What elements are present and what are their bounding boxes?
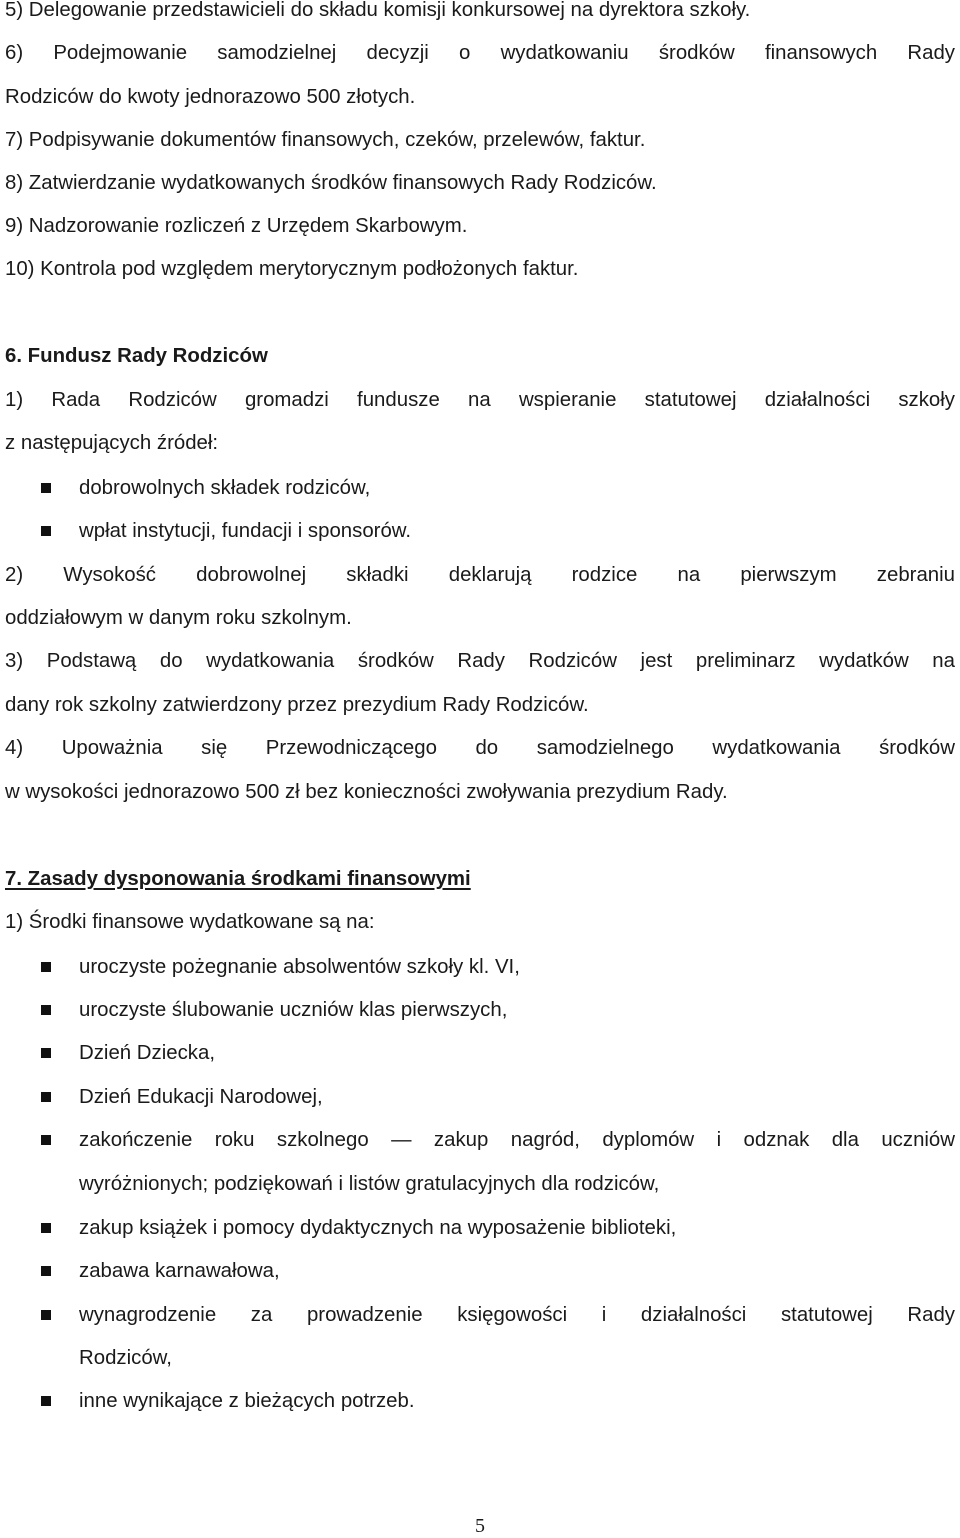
section-heading: 7. Zasady dysponowania środkami finansowymi [5,868,471,890]
list-item: 6) Podejmowanie samodzielnej decyzji o wydatkowaniu środków finansowych Rady [5,42,955,64]
list-item: 9) Nadzorowanie rozliczeń z Urzędem Skarbowym. [5,215,468,237]
list-item: 10) Kontrola pod względem merytorycznym podłożonych faktur. [5,258,579,280]
bullet-icon [41,1396,51,1406]
list-item: 7) Podpisywanie dokumentów finansowych, czeków, przelewów, faktur. [5,129,646,151]
bullet-icon [41,962,51,972]
list-item-continuation: Rodziców do kwoty jednorazowo 500 złotych. [5,86,416,108]
bullet-item: zabawa karnawałowa, [79,1260,280,1282]
bullet-item: inne wynikające z bieżących potrzeb. [79,1390,415,1412]
bullet-item: zakończenie roku szkolnego — zakup nagród, dyplomów i odznak dla uczniów [79,1129,955,1151]
bullet-icon [41,1310,51,1320]
bullet-icon [41,1223,51,1233]
page-number: 5 [475,1515,485,1537]
bullet-item-continuation: wyróżnionych; podziękowań i listów gratulacyjnych dla rodziców, [79,1173,660,1195]
bullet-item: uroczyste ślubowanie uczniów klas pierwszych, [79,999,508,1021]
bullet-icon [41,526,51,536]
paragraph-line: 1) Rada Rodziców gromadzi fundusze na wspieranie statutowej działalności szkoły [5,389,955,411]
bullet-icon [41,1005,51,1015]
bullet-item: zakup książek i pomocy dydaktycznych na wyposażenie biblioteki, [79,1217,677,1239]
bullet-item: Dzień Dziecka, [79,1042,215,1064]
bullet-item: wynagrodzenie za prowadzenie księgowości i działalności statutowej Rady [79,1304,955,1326]
paragraph-line: dany rok szkolny zatwierdzony przez prezydium Rady Rodziców. [5,694,589,716]
bullet-icon [41,1266,51,1276]
bullet-icon [41,1135,51,1145]
bullet-item-continuation: Rodziców, [79,1347,172,1369]
paragraph-line: oddziałowym w danym roku szkolnym. [5,607,352,629]
bullet-icon [41,1048,51,1058]
bullet-icon [41,483,51,493]
paragraph-line: 2) Wysokość dobrowolnej składki deklarują rodzice na pierwszym zebraniu [5,564,955,586]
paragraph-line: 4) Upoważnia się Przewodniczącego do samodzielnego wydatkowania środków [5,737,955,759]
bullet-item: Dzień Edukacji Narodowej, [79,1086,323,1108]
list-item: 8) Zatwierdzanie wydatkowanych środków finansowych Rady Rodziców. [5,172,657,194]
list-item: 5) Delegowanie przedstawicieli do składu komisji konkursowej na dyrektora szkoły. [5,0,751,21]
section-heading: 6. Fundusz Rady Rodziców [5,345,268,367]
paragraph-line: z następujących źródeł: [5,432,219,454]
bullet-item: wpłat instytucji, fundacji i sponsorów. [79,520,412,542]
paragraph-line: w wysokości jednorazowo 500 zł bez konieczności zwoływania prezydium Rady. [5,781,728,803]
bullet-item: uroczyste pożegnanie absolwentów szkoły kl. VI, [79,956,520,978]
paragraph-line: 3) Podstawą do wydatkowania środków Rady Rodziców jest preliminarz wydatków na [5,650,955,672]
bullet-icon [41,1092,51,1102]
paragraph-line: 1) Środki finansowe wydatkowane są na: [5,911,375,933]
bullet-item: dobrowolnych składek rodziców, [79,477,371,499]
